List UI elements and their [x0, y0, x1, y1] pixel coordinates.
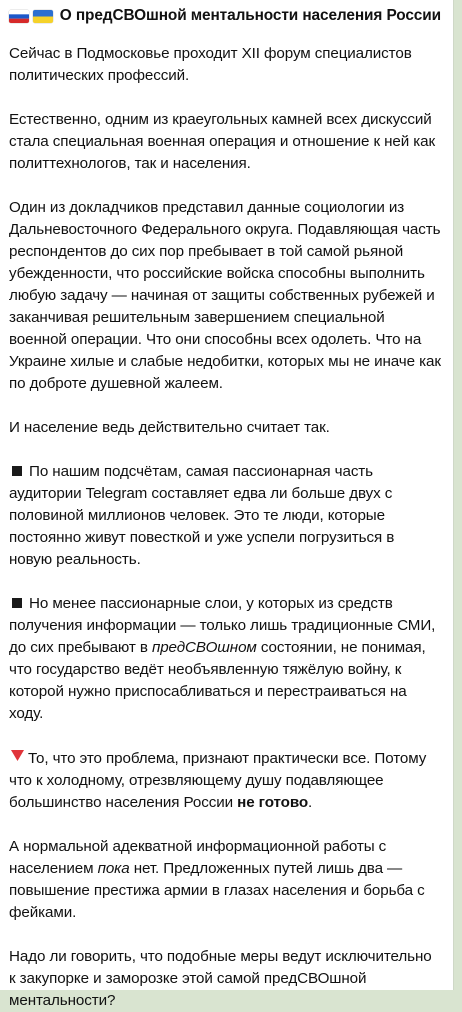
- paragraph-7-strong: не готово: [237, 794, 309, 811]
- paragraph-6-text-b: состоянии, не понимая, что государство ведёт необъявленную тяжёлую войну, к которой нужно приспосабливаться и перестраиваться на ходу.: [9, 639, 426, 722]
- paragraph-8: [9, 836, 441, 924]
- black-square-icon: [12, 598, 22, 608]
- paragraph-7: [9, 747, 441, 814]
- red-triangle-down-icon: [11, 747, 24, 769]
- paragraph-3: Один из докладчиков представил данные социологии из Дальневосточного Федерального округа. Подавляющая часть респондентов до сих пор пребывает в той самой рьяной убежденности, что российские войска способны выполнить любую задачу — начиная от защиты собственных рубежей и заканчивая решительным завершением специальной военной операции. Что они способны всех одолеть. Что на Украине хилые и слабые недобитки, которых мы не иначе как по доброте душевной жалеем.: [9, 199, 441, 392]
- paragraph-6-emphasis: предСВОшном: [151, 639, 257, 656]
- ukraine-flag-icon: [33, 10, 53, 23]
- russia-flag-icon: [9, 10, 29, 23]
- paragraph-5-text: По нашим подсчётам, самая пассионарная часть аудитории Telegram составляет едва ли больше двух с половиной миллионов человек. Это те люди, которые постоянно живут повесткой и уже успели погрузиться в новую реальность.: [9, 463, 395, 568]
- paragraph-6: [9, 593, 441, 725]
- black-square-icon: [12, 466, 22, 476]
- paragraph-8-text-b: нет. Предложенных путей лишь два — повышение престижа армии в глазах населения и борьба с фейками.: [9, 860, 425, 921]
- paragraph-8-text-a: А нормальной адекватной информационной работы с населением: [9, 838, 387, 877]
- paragraph-8-emphasis: пока: [97, 860, 130, 877]
- paragraph-5: [9, 461, 441, 571]
- paragraph-7-text-b: .: [308, 794, 313, 811]
- paragraph-9: Надо ли говорить, что подобные меры ведут исключительно к закупорке и заморозке этой самой предСВОшной ментальности?: [9, 948, 432, 1009]
- paragraph-6-text-a: Но менее пассионарные слои, у которых из средств получения информации — только лишь традиционные СМИ, до сих пребывают в: [9, 595, 436, 656]
- post-title: О предСВОшной ментальности населения России: [59, 7, 441, 24]
- paragraph-7-text-a: То, что это проблема, признают практически все. Потому что к холодному, отрезвляющему душу подавляющее большинство населения России: [9, 750, 427, 811]
- paragraph-2: Естественно, одним из краеугольных камней всех дискуссий стала специальная военная операция и отношение к ней как политтехнологов, так и населения.: [9, 111, 436, 172]
- paragraph-4: И население ведь действительно считает так.: [9, 419, 330, 436]
- paragraph-1: Сейчас в Подмосковье проходит XII форум специалистов политических профессий.: [9, 45, 412, 84]
- post-header: [9, 5, 441, 27]
